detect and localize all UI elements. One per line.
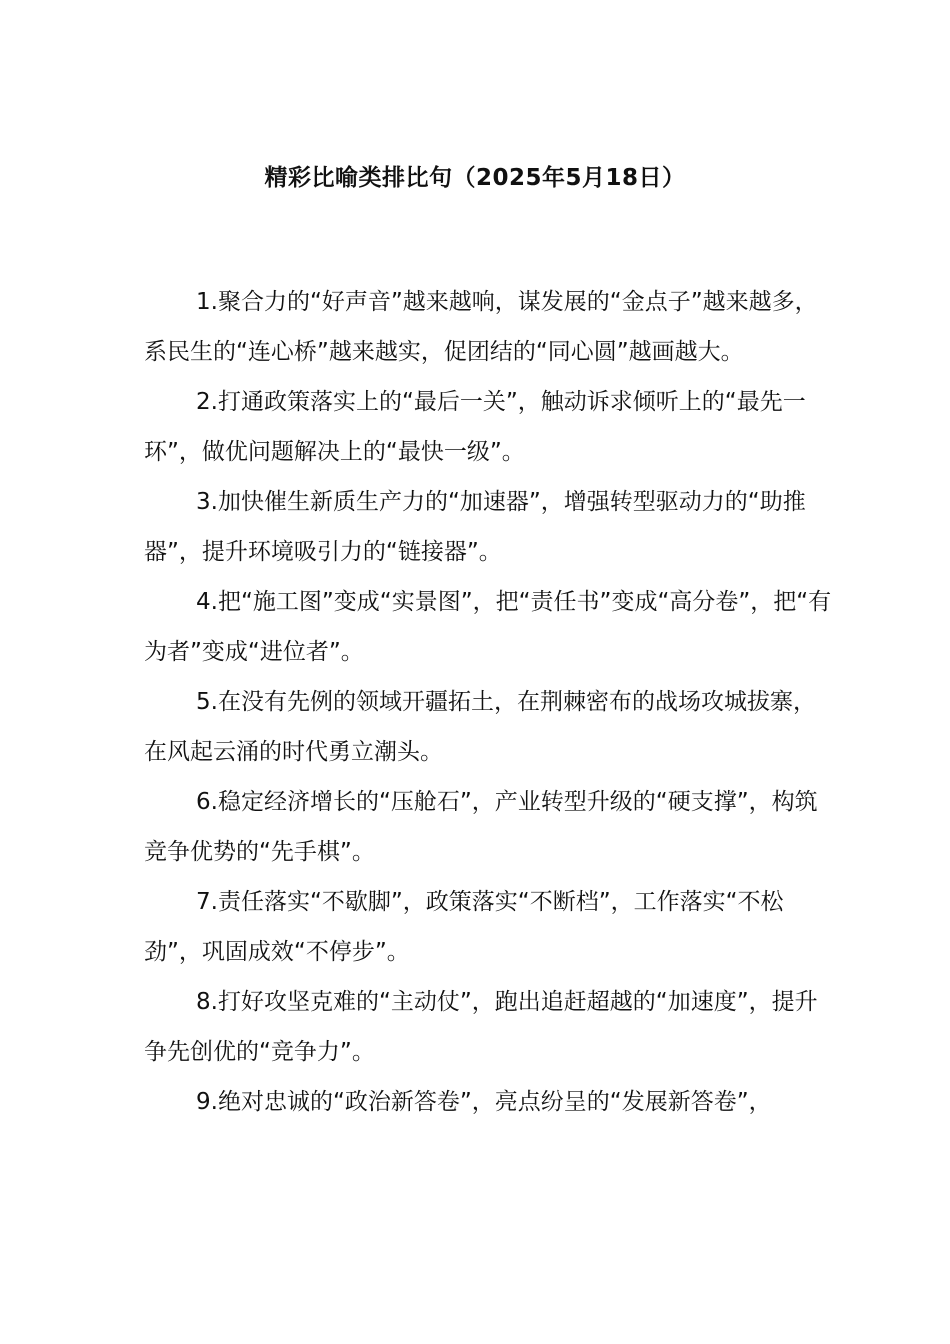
paragraph-9: 9.绝对忠诚的“政治新答卷”，亮点纷呈的“发展新答卷”， [196,1089,772,1115]
paragraph-4: 4.把“施工图”变成“实景图”，把“责任书”变成“高分卷”，把“有为者”变成“进位者”。 [144,589,832,665]
paragraph-6: 6.稳定经济增长的“压舱石”，产业转型升级的“硬支撑”，构筑竞争优势的“先手棋”。 [144,789,818,865]
paragraph-2: 2.打通政策落实上的“最后一关”，触动诉求倾听上的“最先一环”，做优问题解决上的“最快一级”。 [144,389,806,465]
paragraph-3: 3.加快催生新质生产力的“加速器”，增强转型驱动力的“助推器”，提升环境吸引力的“链接器”。 [144,489,806,565]
document-body [144,277,834,1127]
paragraph-5: 5.在没有先例的领域开疆拓土，在荆棘密布的战场攻城拔寨，在风起云涌的时代勇立潮头。 [144,689,816,765]
page-title: 精彩比喻类排比句（2025年5月18日） [264,165,686,191]
paragraph-1: 1.聚合力的“好声音”越来越响，谋发展的“金点子”越来越多，系民生的“连心桥”越来越实，促团结的“同心圆”越画越大。 [144,289,818,365]
paragraph-8: 8.打好攻坚克难的“主动仗”，跑出追赶超越的“加速度”，提升争先创优的“竞争力”。 [144,989,818,1065]
paragraph-7: 7.责任落实“不歇脚”，政策落实“不断档”，工作落实“不松劲”，巩固成效“不停步”。 [144,889,784,965]
